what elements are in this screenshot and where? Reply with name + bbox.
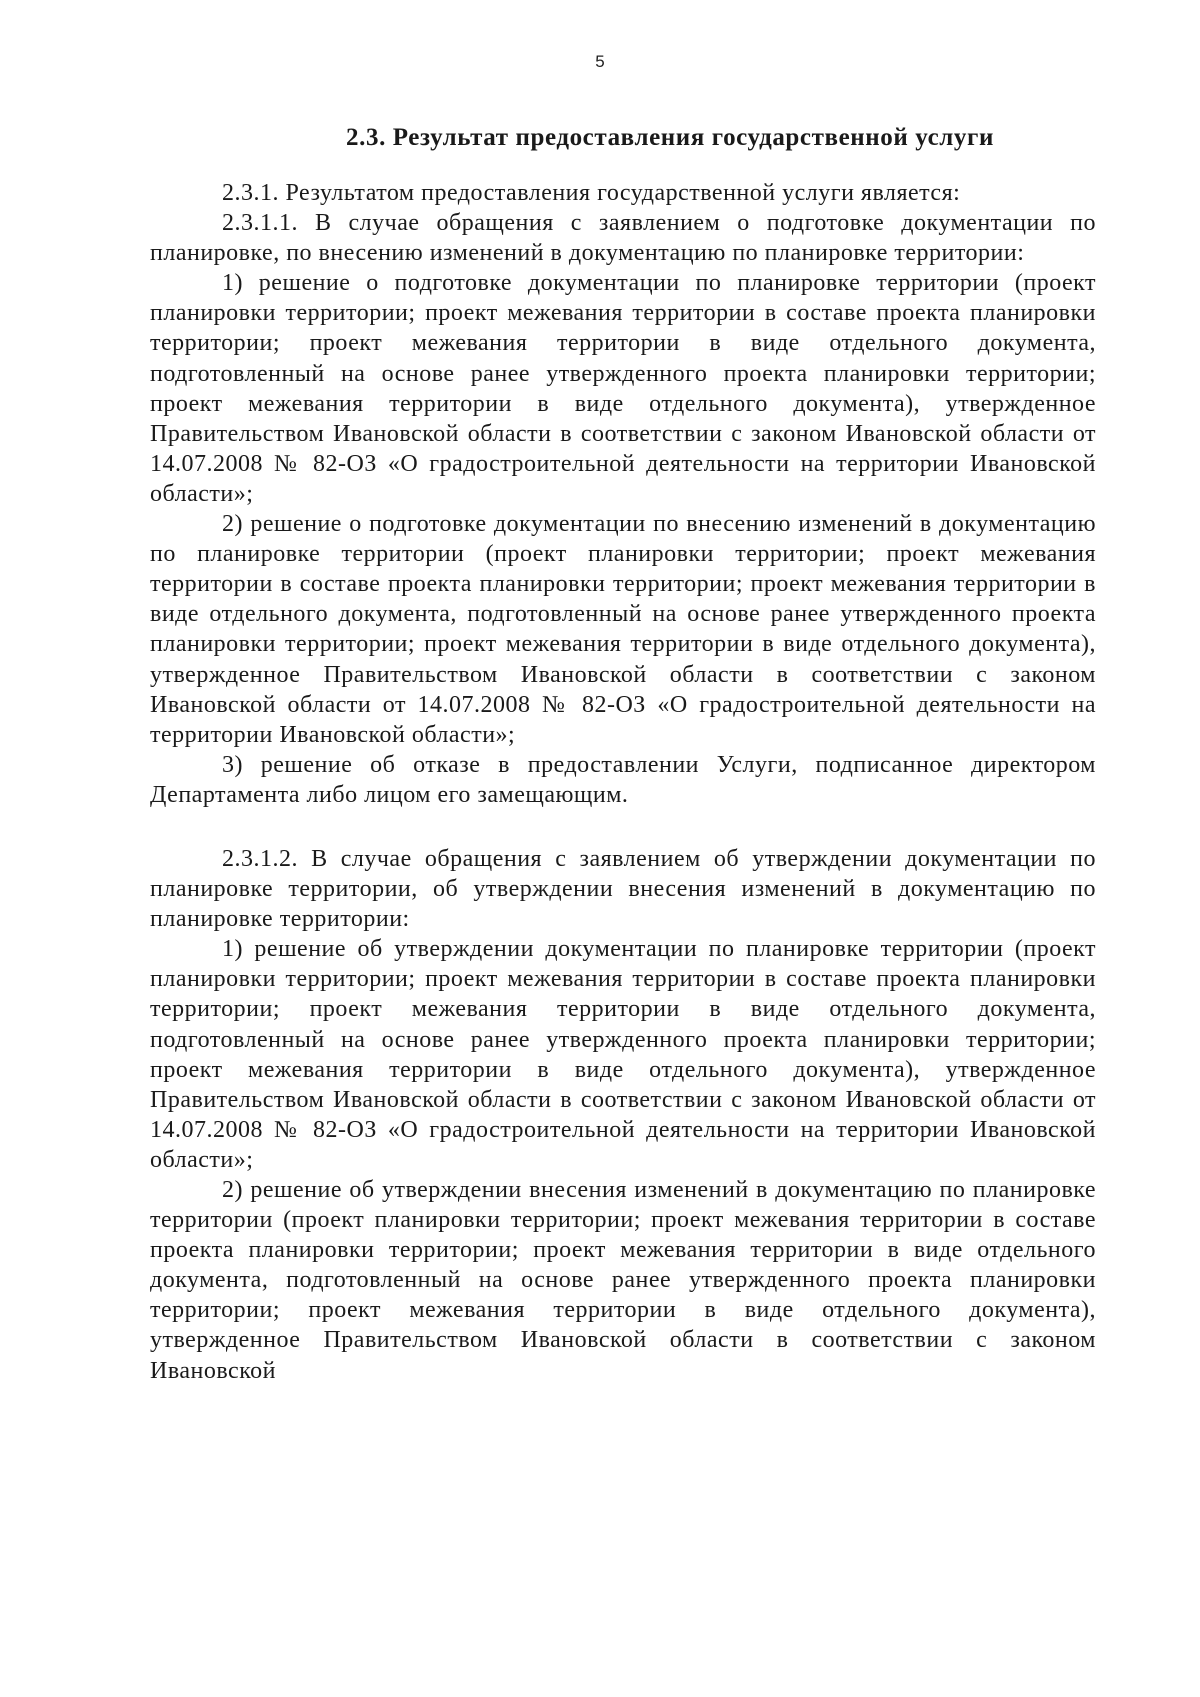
document-body xyxy=(150,178,1096,1386)
page-number: 5 xyxy=(595,52,605,71)
paragraph-2-3-1-1: 2.3.1.1. В случае обращения с заявлением о подготовке документации по планировке, по внесению изменений в документацию по планировке территории: xyxy=(150,210,1096,267)
list-item-2-amendment-preparation-decision: 2) решение о подготовке документации по внесению изменений в документацию по планировке территории (проект планировки территории; проект межевания территории в составе проекта планировки территории; проект межевания территории в виде отдельного документа, подготовленный на основе ранее утвержденного проекта планировки территории; проект межевания территории в виде отдельного документа), утвержденное Правительством Ивановской области в соответствии с законом Ивановской области от 14.07.2008 № 82-ОЗ «О градостроительной деятельности на территории Ивановской области»; xyxy=(150,511,1096,748)
paragraph-2-3-1-2: 2.3.1.2. В случае обращения с заявлением об утверждении документации по планировке территории, об утверждении внесения изменений в документацию по планировке территории: xyxy=(150,845,1096,933)
section-heading: 2.3. Результат предоставления государственной услуги xyxy=(346,124,994,151)
list-item-1-preparation-decision: 1) решение о подготовке документации по планировке территории (проект планировки территории; проект межевания территории в составе проекта планировки территории; проект межевания территории в виде отдельного документа, подготовленный на основе ранее утвержденного проекта планировки территории; проект межевания территории в виде отдельного документа), утвержденное Правительством Ивановской области в соответствии с законом Ивановской области от 14.07.2008 № 82-ОЗ «О градостроительной деятельности на территории Ивановской области»; xyxy=(150,270,1096,507)
paragraph-2-3-1: 2.3.1. Результатом предоставления государственной услуги является: xyxy=(222,180,961,206)
list-item-2-amendment-approval-decision: 2) решение об утверждении внесения изменений в документацию по планировке территории (проект планировки территории; проект межевания территории в составе проекта планировки территории; проект межевания территории в виде отдельного документа, подготовленный на основе ранее утвержденного проекта планировки территории; проект межевания территории в виде отдельного документа), утвержденное Правительством Ивановской области в соответствии с законом Ивановской xyxy=(150,1177,1096,1384)
list-item-1-approval-decision: 1) решение об утверждении документации по планировке территории (проект планировки территории; проект межевания территории в составе проекта планировки территории; проект межевания территории в виде отдельного документа, подготовленный на основе ранее утвержденного проекта планировки территории; проект межевания территории в виде отдельного документа), утвержденное Правительством Ивановской области в соответствии с законом Ивановской области от 14.07.2008 № 82-ОЗ «О градостроительной деятельности на территории Ивановской области»; xyxy=(150,936,1096,1173)
list-item-3-refusal-decision: 3) решение об отказе в предоставлении Услуги, подписанное директором Департамента либо лицом его замещающим. xyxy=(150,751,1096,808)
